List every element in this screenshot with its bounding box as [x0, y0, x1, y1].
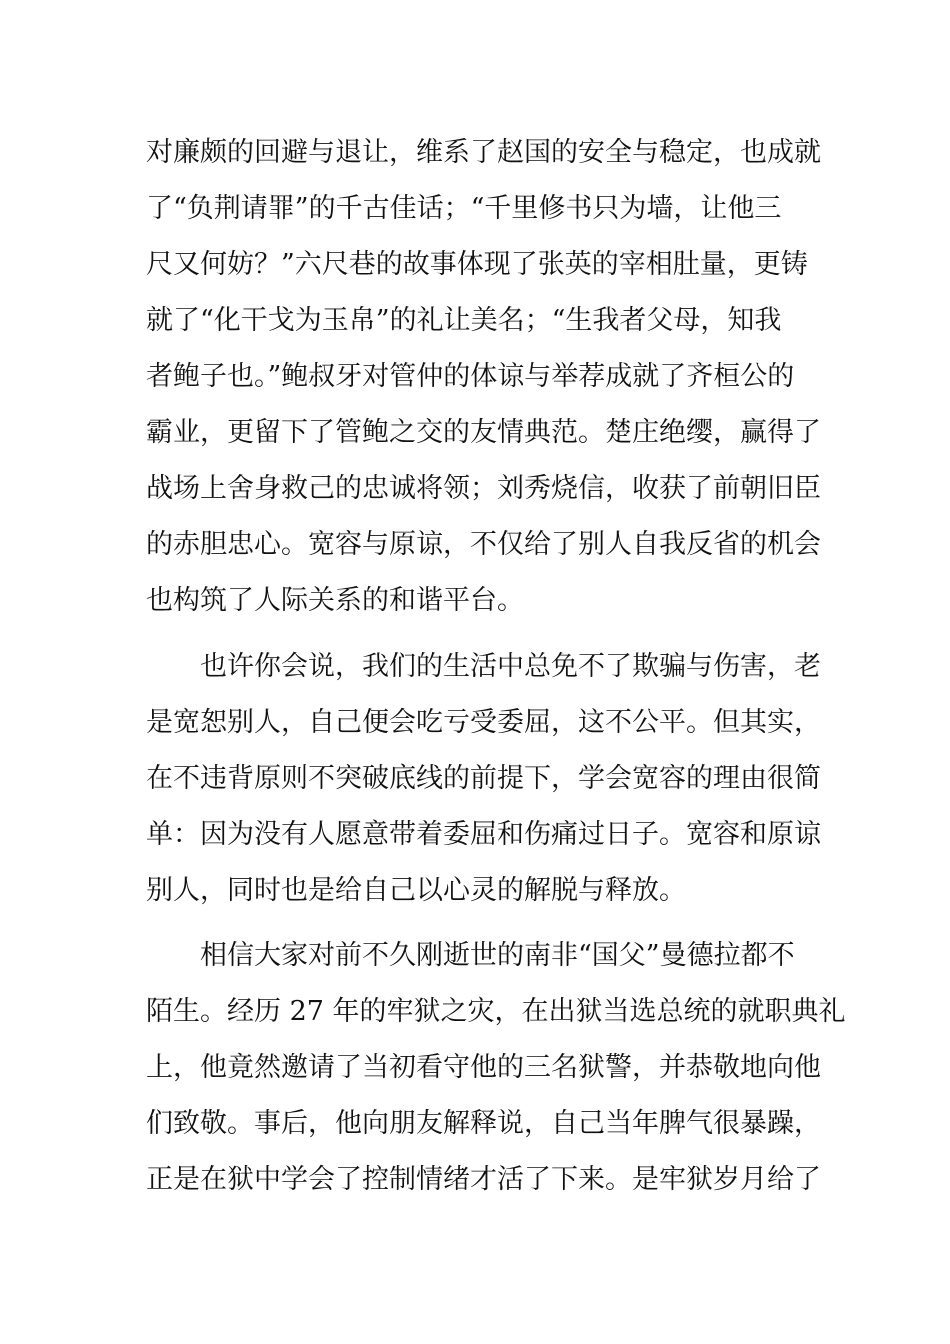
text-line: 霸业，更留下了管鲍之交的友情典范。楚庄绝缨，赢得了 — [146, 417, 821, 448]
text-line: 是宽恕别人，自己便会吃亏受委屈，这不公平。但其实， — [146, 707, 821, 738]
text-line: 单：因为没有人愿意带着委屈和伤痛过日子。宽容和原谅 — [146, 819, 821, 850]
text-line: 们致敬。事后，他向朋友解释说，自己当年脾气很暴躁， — [146, 1108, 821, 1139]
text-line: 对廉颇的回避与退让，维系了赵国的安全与稳定，也成就 — [146, 137, 821, 168]
text-line: 了“负荆请罪”的千古佳话；“千里修书只为墙，让他三 — [146, 193, 782, 224]
text-line: 也构筑了人际关系的和谐平台。 — [146, 585, 524, 616]
text-line: 就了“化干戈为玉帛”的礼让美名；“生我者父母，知我 — [146, 305, 782, 336]
text-line: 者鲍子也。”鲍叔牙对管仲的体谅与举荐成就了齐桓公的 — [146, 361, 795, 392]
text-line: 尺又何妨？”六尺巷的故事体现了张英的宰相肚量，更铸 — [146, 249, 808, 280]
text-line: 别人，同时也是给自己以心灵的解脱与释放。 — [146, 875, 686, 906]
text-line: 在不违背原则不突破底线的前提下，学会宽容的理由很简 — [146, 763, 821, 794]
paragraph-first-line: 相信大家对前不久刚逝世的南非“国父”曼德拉都不 — [200, 940, 795, 971]
text-line: 的赤胆忠心。宽容与原谅，不仅给了别人自我反省的机会 — [146, 529, 821, 560]
text-line: 陌生。经历 27 年的牢狱之灾，在出狱当选总统的就职典礼 — [146, 996, 846, 1027]
text-line: 战场上舍身救己的忠诚将领；刘秀烧信，收获了前朝旧臣 — [146, 473, 821, 504]
text-line: 正是在狱中学会了控制情绪才活了下来。是牢狱岁月给了 — [146, 1164, 821, 1195]
text-line: 上，他竟然邀请了当初看守他的三名狱警，并恭敬地向他 — [146, 1052, 821, 1083]
paragraph-first-line: 也许你会说，我们的生活中总免不了欺骗与伤害，老 — [200, 651, 821, 682]
